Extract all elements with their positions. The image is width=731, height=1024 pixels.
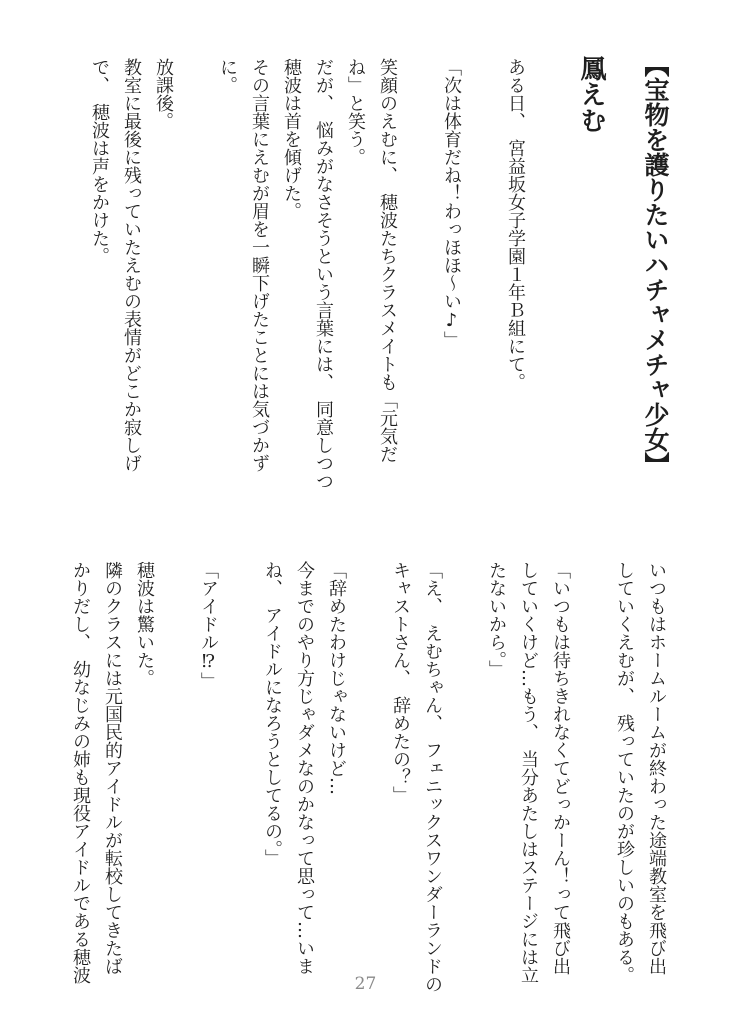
text-line: で、 穂波は声をかけた。 — [89, 58, 110, 265]
text-line: 「次は体育だね！わっほほ〜い♪」 — [441, 58, 462, 349]
text-line: 穂波は首を傾げた。 — [281, 58, 302, 220]
text-line: 「辞めたわけじゃないけど… — [326, 561, 347, 795]
text-line: キャストさん、 辞めたの？」 — [390, 561, 411, 804]
text-line: に。 — [217, 58, 238, 94]
chapter-title: 【宝物を護りたいハチャメチャ少女】 — [641, 52, 670, 477]
text-line: 「え、 えむちゃん、 フェニックスワンダーランドの — [422, 561, 443, 993]
text-line: 穂波は驚いた。 — [134, 561, 155, 687]
upper-text-block — [83, 52, 673, 522]
text-line: 笑顔のえむに、 穂波たちクラスメイトも「元気だ — [377, 58, 398, 463]
text-line: たないから。」 — [486, 561, 507, 678]
text-line: ね、 アイドルになろうとしてるの。」 — [262, 561, 283, 867]
text-line: 「いつもは待ちきれなくてどっかーん！って飛び出 — [550, 561, 571, 975]
text-line: 教室に最後に残っていたえむの表情がどこか寂しげ — [121, 58, 142, 472]
text-line: だが、 悩みがなさそうという言葉には、 同意しつつ — [313, 58, 334, 490]
page-number: 27 — [354, 974, 377, 994]
text-line: いつもはホームルームが終わった途端教室を飛び出 — [646, 561, 667, 975]
text-line: その言葉にえむが眉を一瞬下げたことには気づかず — [249, 58, 270, 472]
text-line: していくえむが、 残っていたのが珍しいのもある。 — [614, 561, 635, 984]
text-line: 放課後。 — [153, 58, 174, 130]
text-line: ね」と笑う。 — [345, 58, 366, 166]
text-line: 隣のクラスには元国民的アイドルが転校してきたば — [102, 561, 123, 975]
text-line: 今までのやり方じゃダメなのかなって思って…いま — [294, 561, 315, 975]
text-line: 「アイドル⁉」 — [198, 561, 219, 690]
text-line: かりだし、 幼なじみの姉も現役アイドルである穂波 — [70, 561, 91, 984]
text-line: ある日、 宮益坂女子学園１年Ｂ組にて。 — [505, 58, 526, 391]
character-heading: 鳳えむ — [576, 55, 606, 133]
text-line: していくけど…もう、 当分あたしはステージには立 — [518, 561, 539, 984]
